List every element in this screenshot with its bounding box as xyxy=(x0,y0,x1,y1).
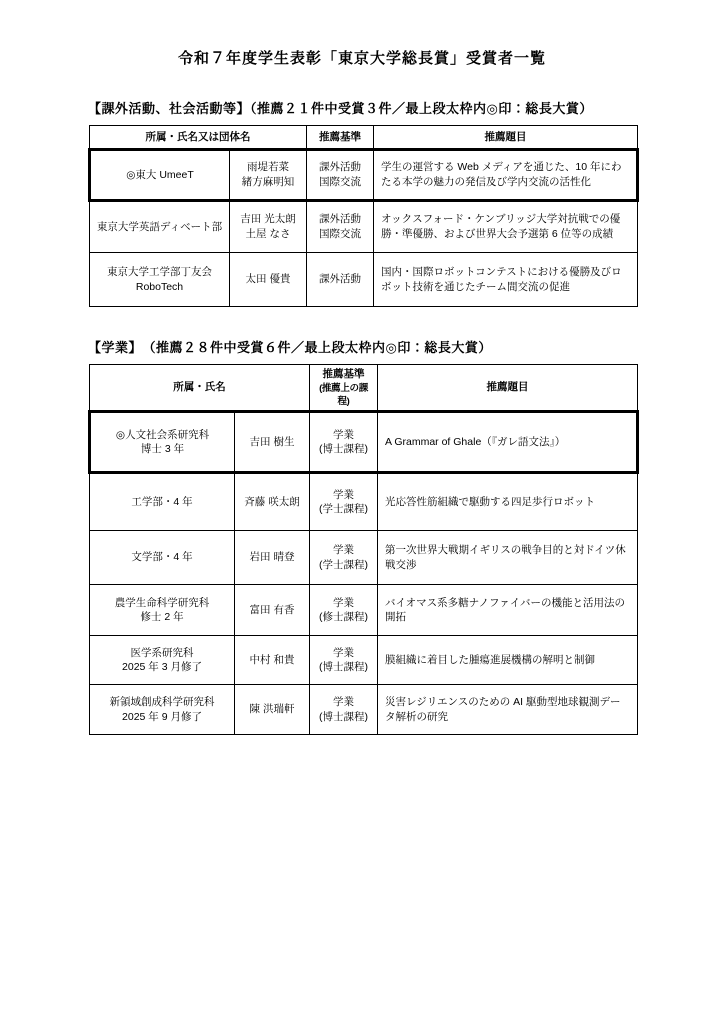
affiliation-line: RoboTech xyxy=(135,280,184,293)
topic-cell: 第一次世界大戦期イギリスの戦争目的と対ドイツ休戦交渉 xyxy=(378,531,638,585)
table-row xyxy=(90,473,638,531)
affiliation-cell xyxy=(90,253,230,307)
topic-cell: 学生の運営する Web メディアを通じた、10 年にわたる本学の魅力の発信及び学内交流の活性化 xyxy=(374,150,638,201)
criteria-line: (学士課程) xyxy=(319,503,368,516)
activities-table xyxy=(88,125,639,307)
name-line: 斉藤 咲太朗 xyxy=(244,495,300,508)
affiliation-line: 東京大学英語ディベート部 xyxy=(96,220,223,233)
section-note: （推薦２１件中受賞３件／最上段太枠内◎印：総長大賞） xyxy=(250,101,593,116)
topic-cell: 膜組織に着目した腫瘍進展機構の解明と制御 xyxy=(378,636,638,685)
criteria-line: (修士課程) xyxy=(319,611,368,624)
affiliation-line: 農学生命科学研究科 xyxy=(114,596,210,609)
topic-cell: バイオマス系多糖ナノファイバーの機能と活用法の開拓 xyxy=(378,585,638,636)
table-row xyxy=(90,253,638,307)
name-line: 岩田 晴登 xyxy=(249,551,295,564)
criteria-line: 学業 xyxy=(333,696,354,709)
table-row xyxy=(90,585,638,636)
affiliation-cell xyxy=(90,473,235,531)
name-cell xyxy=(235,585,310,636)
affiliation-cell xyxy=(90,685,235,735)
affiliation-line: 医学系研究科 xyxy=(130,646,194,659)
criteria-line: 学業 xyxy=(333,646,354,659)
section-heading-academics xyxy=(88,337,724,356)
table-row xyxy=(90,201,638,253)
affiliation-cell xyxy=(90,585,235,636)
criteria-line: (博士課程) xyxy=(319,661,368,674)
academics-table xyxy=(88,364,639,735)
table-header-row xyxy=(90,365,638,412)
affiliation-line: 修士 2 年 xyxy=(140,611,184,624)
name-cell xyxy=(235,636,310,685)
criteria-cell xyxy=(310,685,378,735)
affiliation-line: ◎東大 UmeeT xyxy=(126,168,194,181)
criteria-line: 国際交流 xyxy=(319,228,361,240)
name-line: 緒方麻明知 xyxy=(241,176,295,188)
criteria-line: (博士課程) xyxy=(319,710,368,723)
name-cell xyxy=(235,412,310,473)
criteria-cell xyxy=(310,412,378,473)
section-heading-activities xyxy=(88,98,724,117)
criteria-line: (学士課程) xyxy=(319,558,368,571)
name-cell xyxy=(230,253,307,307)
name-line: 中村 和貴 xyxy=(249,653,295,666)
name-line: 土屋 なさ xyxy=(245,228,291,240)
header-topic: 推薦題目 xyxy=(378,365,638,412)
criteria-line: 学業 xyxy=(333,544,354,557)
topic-cell: 国内・国際ロボットコンテストにおける優勝及びロボット技術を通じたチーム間交流の促進 xyxy=(374,253,638,307)
header-criteria xyxy=(310,365,378,412)
criteria-cell xyxy=(310,585,378,636)
affiliation-cell xyxy=(90,636,235,685)
affiliation-line: 工学部・4 年 xyxy=(131,495,193,508)
table-row xyxy=(90,531,638,585)
table-row xyxy=(90,412,638,473)
table-header-row xyxy=(90,126,638,150)
section-note: （推薦２８件中受賞６件／最上段太枠内◎印：総長大賞） xyxy=(149,340,492,355)
affiliation-line: 文学部・4 年 xyxy=(131,551,193,564)
affiliation-line: 新領域創成科学研究科 xyxy=(109,696,215,709)
name-line: 吉田 光太朗 xyxy=(240,213,296,226)
criteria-line: 国際交流 xyxy=(319,176,361,188)
name-line: 太田 優貴 xyxy=(245,273,291,286)
name-line: 富田 有香 xyxy=(249,603,295,616)
name-line: 吉田 樹生 xyxy=(249,435,295,448)
affiliation-cell xyxy=(90,531,235,585)
criteria-cell xyxy=(307,201,374,253)
affiliation-cell xyxy=(90,201,230,253)
criteria-cell xyxy=(310,531,378,585)
name-cell xyxy=(235,473,310,531)
table-row xyxy=(90,150,638,201)
criteria-cell xyxy=(310,473,378,531)
criteria-line: 学業 xyxy=(333,488,354,501)
affiliation-line: 2025 年 9 月修了 xyxy=(122,710,202,723)
name-cell xyxy=(230,201,307,253)
name-line: 陳 洪瑞軒 xyxy=(249,703,295,716)
criteria-line: 学業 xyxy=(333,596,354,609)
section-label: 【学業】 xyxy=(88,340,136,355)
criteria-line: 課外活動 xyxy=(319,273,361,286)
section-label: 【課外活動、社会活動等】 xyxy=(88,101,251,116)
topic-cell: A Grammar of Ghale（『ガレ語文法』） xyxy=(378,412,638,473)
criteria-cell xyxy=(307,253,374,307)
name-line: 雨堤若菜 xyxy=(247,161,289,174)
criteria-cell xyxy=(310,636,378,685)
name-cell xyxy=(235,531,310,585)
criteria-header-line: 推薦基準 xyxy=(322,368,365,380)
topic-cell: 災害レジリエンスのための AI 駆動型地球観測データ解析の研究 xyxy=(378,685,638,735)
affiliation-line: ◎人文社会系研究科 xyxy=(115,428,210,441)
header-topic: 推薦題目 xyxy=(374,126,638,150)
affiliation-line: 2025 年 3 月修了 xyxy=(122,661,202,674)
name-cell xyxy=(230,150,307,201)
affiliation-line: 博士 3 年 xyxy=(140,443,185,456)
affiliation-cell xyxy=(90,150,230,201)
table-row xyxy=(90,636,638,685)
header-affiliation: 所属・氏名又は団体名 xyxy=(90,126,307,150)
name-cell xyxy=(235,685,310,735)
affiliation-line: 東京大学工学部丁友会 xyxy=(107,265,212,278)
criteria-line: 課外活動 xyxy=(319,213,361,226)
criteria-line: 学業 xyxy=(333,428,354,441)
topic-cell: 光応答性筋組織で駆動する四足歩行ロボット xyxy=(378,473,638,531)
affiliation-cell xyxy=(90,412,235,473)
criteria-header-subline: (推薦上の課程) xyxy=(319,382,368,407)
criteria-cell xyxy=(307,150,374,201)
criteria-line: (博士課程) xyxy=(319,443,368,456)
table-row xyxy=(90,685,638,735)
topic-cell: オックスフォード・ケンブリッジ大学対抗戦での優勝・準優勝、および世界大会予選第 6 位等の成績 xyxy=(374,201,638,253)
header-criteria: 推薦基準 xyxy=(307,126,374,150)
criteria-line: 課外活動 xyxy=(319,161,361,174)
page-title: 令和７年度学生表彰「東京大学総長賞」受賞者一覧 xyxy=(177,50,546,67)
header-affiliation: 所属・氏名 xyxy=(90,365,310,412)
